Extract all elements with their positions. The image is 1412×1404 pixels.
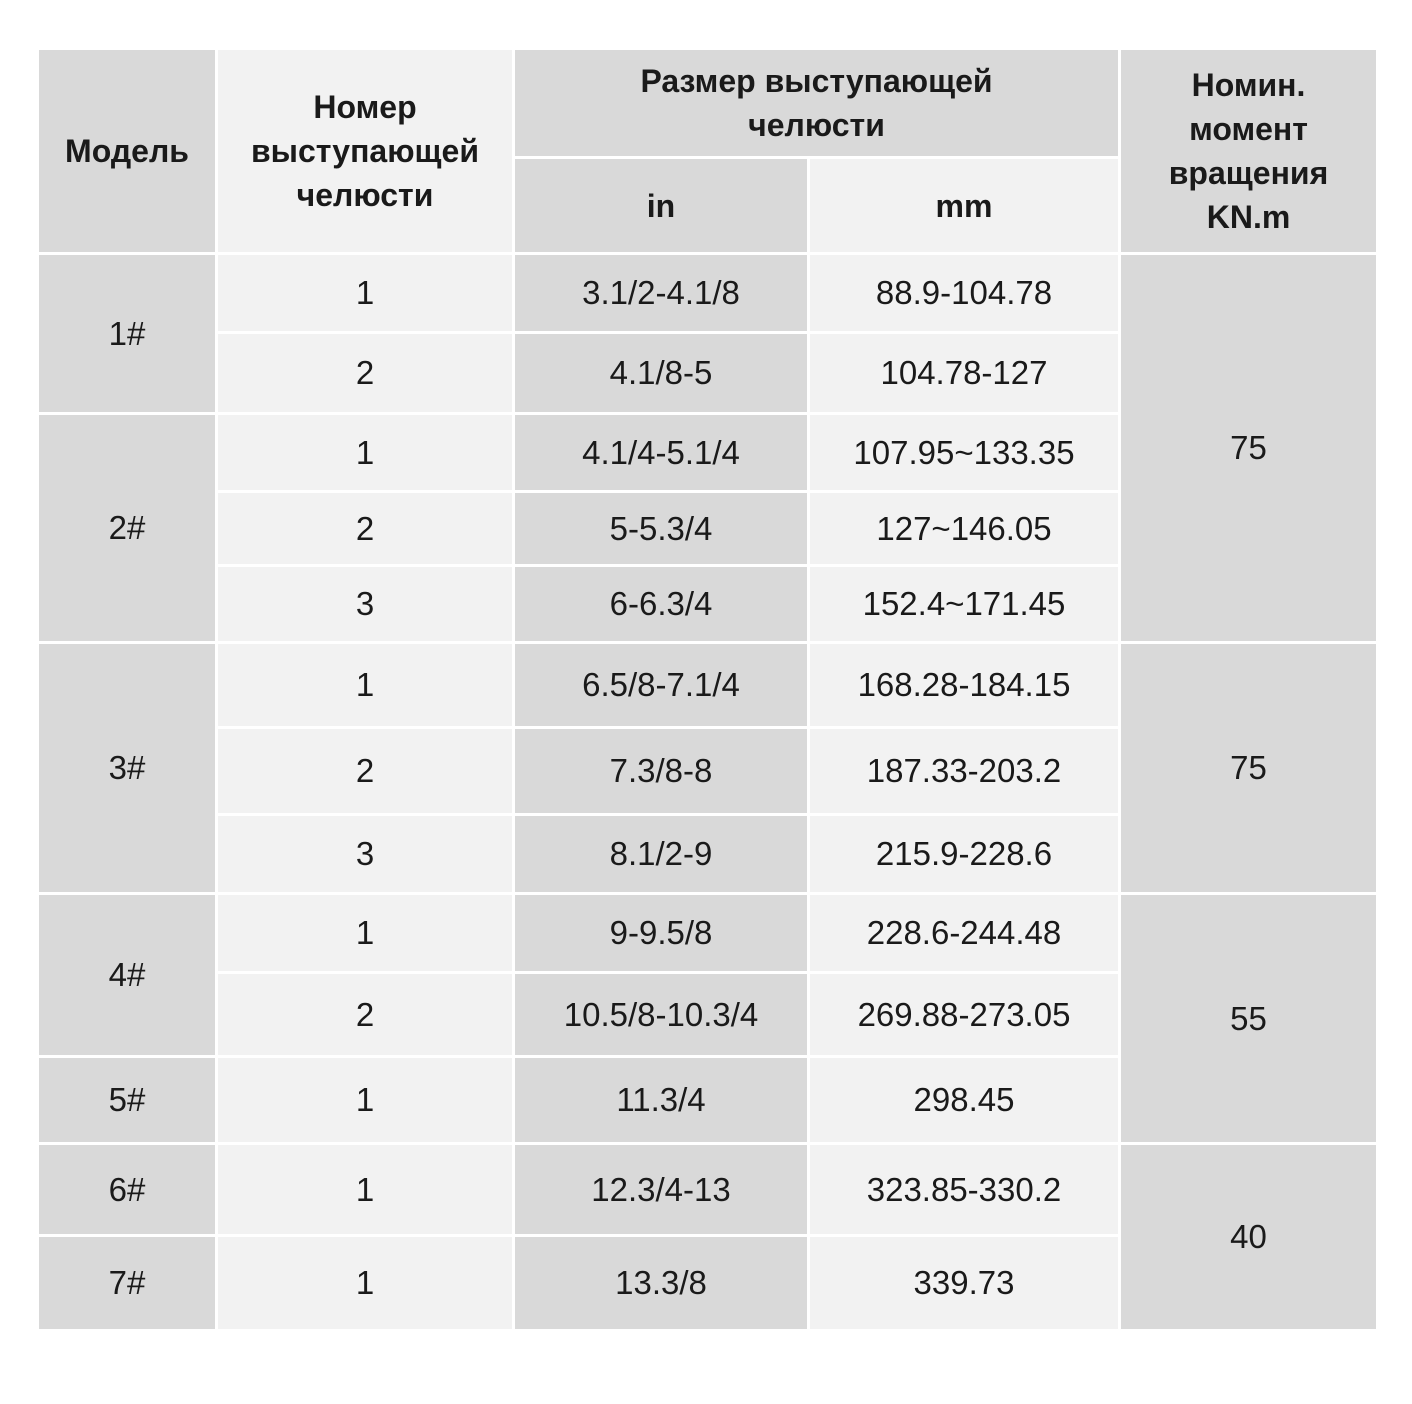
size-in-cell: 6.5/8-7.1/4 bbox=[515, 644, 807, 726]
size-mm-cell: 228.6-244.48 bbox=[810, 895, 1118, 971]
size-in-cell: 7.3/8-8 bbox=[515, 729, 807, 813]
jaw-number-cell: 1 bbox=[218, 1058, 512, 1142]
jaw-number-cell: 3 bbox=[218, 816, 512, 892]
header-jaw-size: Размер выступающей челюсти bbox=[515, 50, 1118, 156]
size-in-cell: 4.1/4-5.1/4 bbox=[515, 415, 807, 490]
size-mm-cell: 127~146.05 bbox=[810, 493, 1118, 564]
torque-cell: 75 bbox=[1121, 644, 1376, 892]
size-in-cell: 4.1/8-5 bbox=[515, 334, 807, 412]
model-cell: 2# bbox=[39, 415, 215, 641]
size-mm-cell: 298.45 bbox=[810, 1058, 1118, 1142]
size-mm-cell: 215.9-228.6 bbox=[810, 816, 1118, 892]
model-cell: 4# bbox=[39, 895, 215, 1055]
model-cell: 3# bbox=[39, 644, 215, 892]
jaw-number-cell: 2 bbox=[218, 334, 512, 412]
jaw-number-cell: 1 bbox=[218, 1237, 512, 1329]
jaw-number-cell: 1 bbox=[218, 895, 512, 971]
size-mm-cell: 323.85-330.2 bbox=[810, 1145, 1118, 1234]
size-mm-cell: 104.78-127 bbox=[810, 334, 1118, 412]
size-mm-cell: 339.73 bbox=[810, 1237, 1118, 1329]
jaw-number-cell: 1 bbox=[218, 1145, 512, 1234]
size-mm-cell: 152.4~171.45 bbox=[810, 567, 1118, 641]
torque-cell: 55 bbox=[1121, 895, 1376, 1142]
size-mm-cell: 107.95~133.35 bbox=[810, 415, 1118, 490]
jaw-number-cell: 3 bbox=[218, 567, 512, 641]
size-in-cell: 8.1/2-9 bbox=[515, 816, 807, 892]
model-cell: 5# bbox=[39, 1058, 215, 1142]
model-cell: 7# bbox=[39, 1237, 215, 1329]
header-jaw-number: Номер выступающей челюсти bbox=[218, 50, 512, 252]
size-mm-cell: 168.28-184.15 bbox=[810, 644, 1118, 726]
model-cell: 6# bbox=[39, 1145, 215, 1234]
jaw-number-cell: 2 bbox=[218, 974, 512, 1055]
torque-cell: 40 bbox=[1121, 1145, 1376, 1329]
torque-cell: 75 bbox=[1121, 255, 1376, 641]
size-in-cell: 12.3/4-13 bbox=[515, 1145, 807, 1234]
header-model: Модель bbox=[39, 50, 215, 252]
jaw-number-cell: 1 bbox=[218, 644, 512, 726]
jaw-number-cell: 2 bbox=[218, 493, 512, 564]
header-unit-in: in bbox=[515, 159, 807, 252]
size-in-cell: 11.3/4 bbox=[515, 1058, 807, 1142]
specification-table bbox=[36, 47, 1379, 1332]
size-in-cell: 9-9.5/8 bbox=[515, 895, 807, 971]
size-in-cell: 5-5.3/4 bbox=[515, 493, 807, 564]
jaw-number-cell: 1 bbox=[218, 415, 512, 490]
jaw-number-cell: 1 bbox=[218, 255, 512, 331]
size-in-cell: 6-6.3/4 bbox=[515, 567, 807, 641]
header-unit-mm: mm bbox=[810, 159, 1118, 252]
size-in-cell: 13.3/8 bbox=[515, 1237, 807, 1329]
size-mm-cell: 88.9-104.78 bbox=[810, 255, 1118, 331]
size-in-cell: 3.1/2-4.1/8 bbox=[515, 255, 807, 331]
size-mm-cell: 269.88-273.05 bbox=[810, 974, 1118, 1055]
jaw-number-cell: 2 bbox=[218, 729, 512, 813]
size-mm-cell: 187.33-203.2 bbox=[810, 729, 1118, 813]
model-cell: 1# bbox=[39, 255, 215, 412]
header-torque: Номин. момент вращения KN.m bbox=[1121, 50, 1376, 252]
size-in-cell: 10.5/8-10.3/4 bbox=[515, 974, 807, 1055]
